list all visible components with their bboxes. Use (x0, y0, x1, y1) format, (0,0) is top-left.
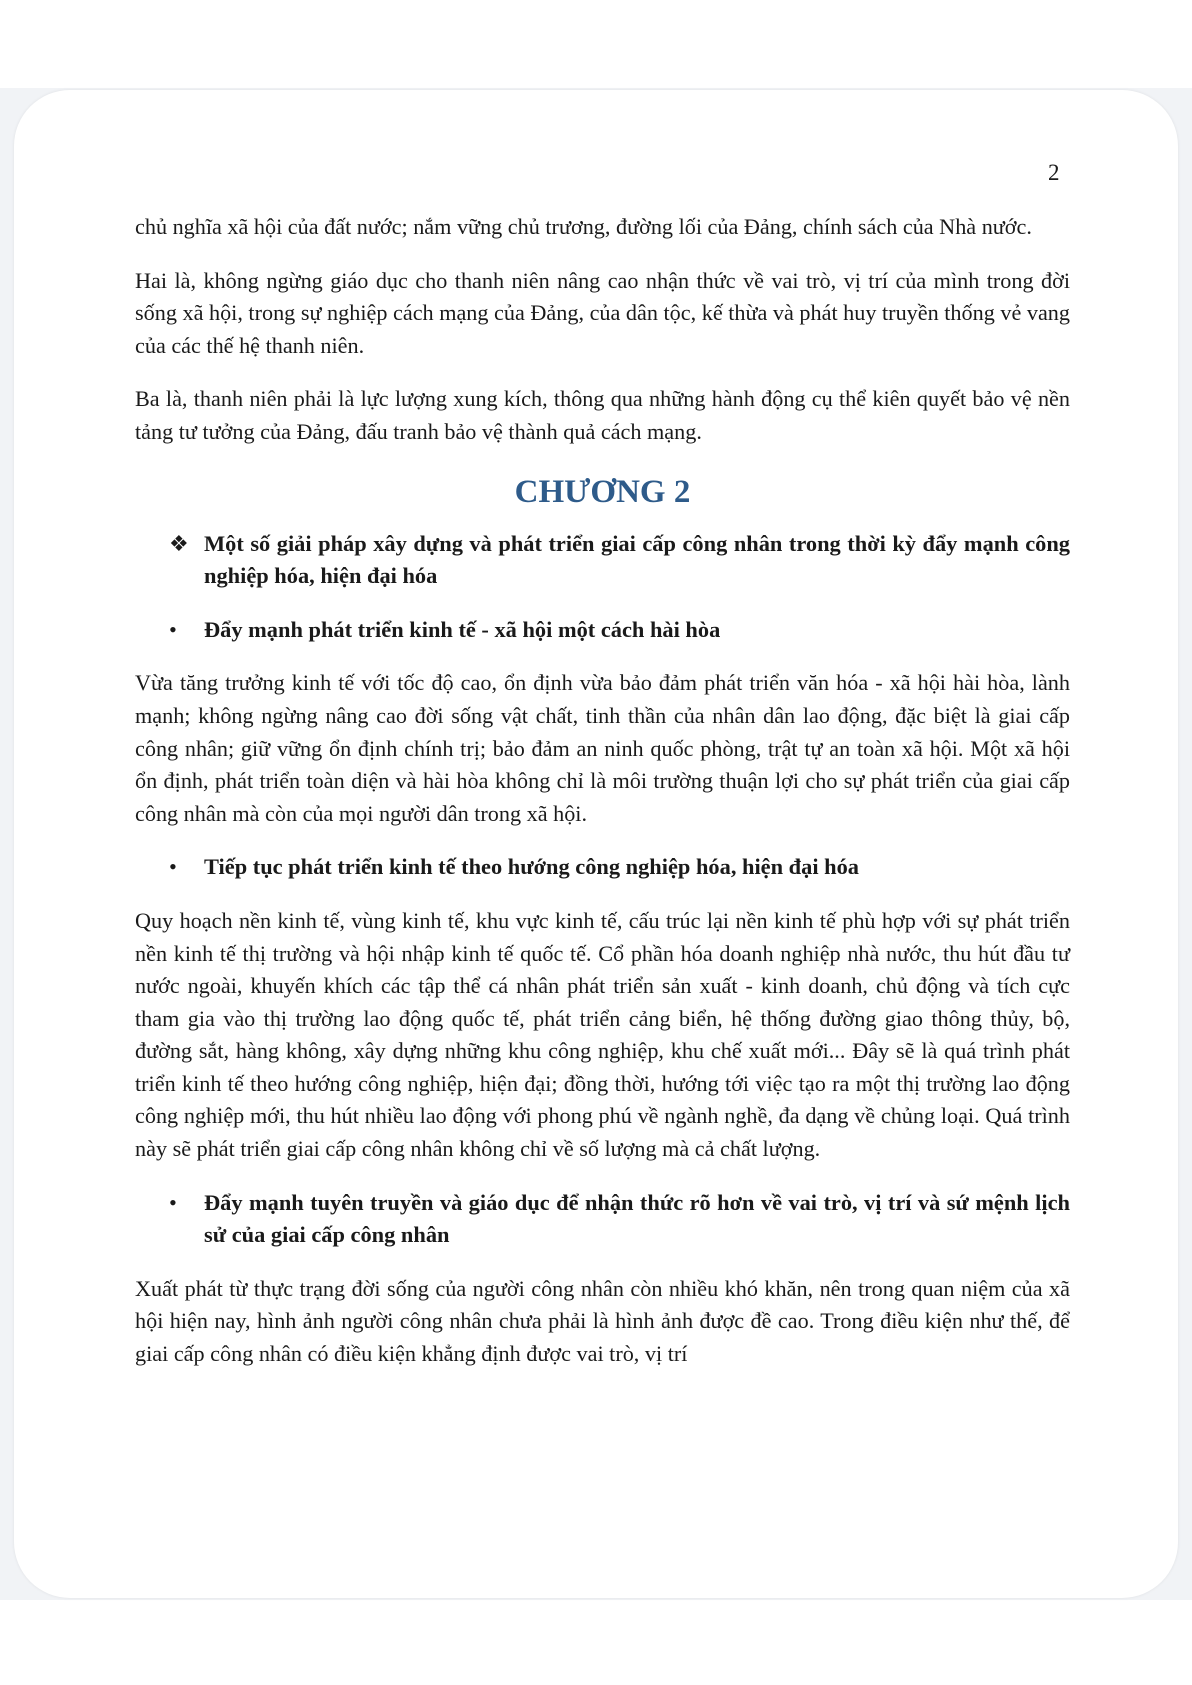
subsection-heading-1 (135, 614, 1070, 647)
document-content (135, 211, 1070, 1392)
paragraph-point-three: Ba là, thanh niên phải là lực lượng xung kích, thông qua những hành động cụ thể kiên quyết bảo vệ nền tảng tư tưởng của Đảng, đấu tranh bảo vệ thành quả cách mạng. (135, 386, 1070, 444)
bullet-icon: • (169, 854, 177, 880)
section-heading-text: Một số giải pháp xây dựng và phát triển giai cấp công nhân trong thời kỳ đẩy mạnh công nghiệp hóa, hiện đại hóa (204, 530, 1070, 589)
paragraph-point-two: Hai là, không ngừng giáo dục cho thanh niên nâng cao nhận thức về vai trò, vị trí của mình trong đời sống xã hội, trong sự nghiệp cách mạng của Đảng, của dân tộc, kế thừa và phát huy truyền thống vẻ vang của các thế hệ thanh niên. (135, 267, 1070, 358)
subsection-heading-3 (135, 1187, 1070, 1252)
bullet-icon: • (169, 1189, 177, 1215)
subsection-heading-text: Đẩy mạnh tuyên truyền và giáo dục để nhận thức rõ hơn về vai trò, vị trí và sứ mệnh lịch sử của giai cấp công nhân (204, 1189, 1070, 1248)
subsection-body-1: Vừa tăng trưởng kinh tế với tốc độ cao, ổn định vừa bảo đảm phát triển văn hóa - xã hội hài hòa, lành mạnh; không ngừng nâng cao đời sống vật chất, tinh thần của nhân dân lao động, đặc biệt là giai cấp công nhân; giữ vững ổn định chính trị; bảo đảm an ninh quốc phòng, trật tự an toàn xã hội. Một xã hội ổn định, phát triển toàn diện và hài hòa không chỉ là môi trường thuận lợi cho sự phát triển của giai cấp công nhân mà còn của mọi người dân trong xã hội. (135, 670, 1070, 826)
diamond-bullet-icon: ❖ (169, 530, 189, 556)
subsection-body-2: Quy hoạch nền kinh tế, vùng kinh tế, khu vực kinh tế, cấu trúc lại nền kinh tế phù hợp với sự phát triển nền kinh tế thị trường và hội nhập kinh tế quốc tế. Cổ phần hóa doanh nghiệp nhà nước, thu hút đầu tư nước ngoài, khuyến khích các tập thể cá nhân phát triển sản xuất - kinh doanh, chủ động và tích cực tham gia vào thị trường lao động quốc tế, phát triển cảng biển, hệ thống đường giao thông thủy, bộ, đường sắt, hàng không, xây dựng những khu công nghiệp, khu chế xuất mới... Đây sẽ là quá trình phát triển kinh tế theo hướng công nghiệp, hiện đại; đồng thời, hướng tới việc tạo ra một thị trường lao động công nghiệp mới, thu hút nhiều lao động với phong phú về ngành nghề, đa dạng về chủng loại. Quá trình này sẽ phát triển giai cấp công nhân không chỉ về số lượng mà cả chất lượng. (135, 907, 1070, 1162)
bullet-icon: • (169, 616, 177, 642)
paragraph-continuation: chủ nghĩa xã hội của đất nước; nắm vững chủ trương, đường lối của Đảng, chính sách của Nhà nước. (135, 214, 1032, 239)
subsection-body-3: Xuất phát từ thực trạng đời sống của người công nhân còn nhiều khó khăn, nên trong quan niệm của xã hội hiện nay, hình ảnh người công nhân chưa phải là hình ảnh được đề cao. Trong điều kiện như thế, để giai cấp công nhân có điều kiện khẳng định được vai trò, vị trí (135, 1275, 1070, 1367)
chapter-title: CHƯƠNG 2 (514, 473, 691, 510)
page-number: 2 (1048, 160, 1060, 185)
section-heading (135, 528, 1070, 593)
subsection-heading-text: Tiếp tục phát triển kinh tế theo hướng công nghiệp hóa, hiện đại hóa (204, 854, 859, 880)
subsection-heading-2 (135, 851, 1070, 884)
subsection-heading-text: Đẩy mạnh phát triển kinh tế - xã hội một cách hài hòa (204, 616, 721, 642)
